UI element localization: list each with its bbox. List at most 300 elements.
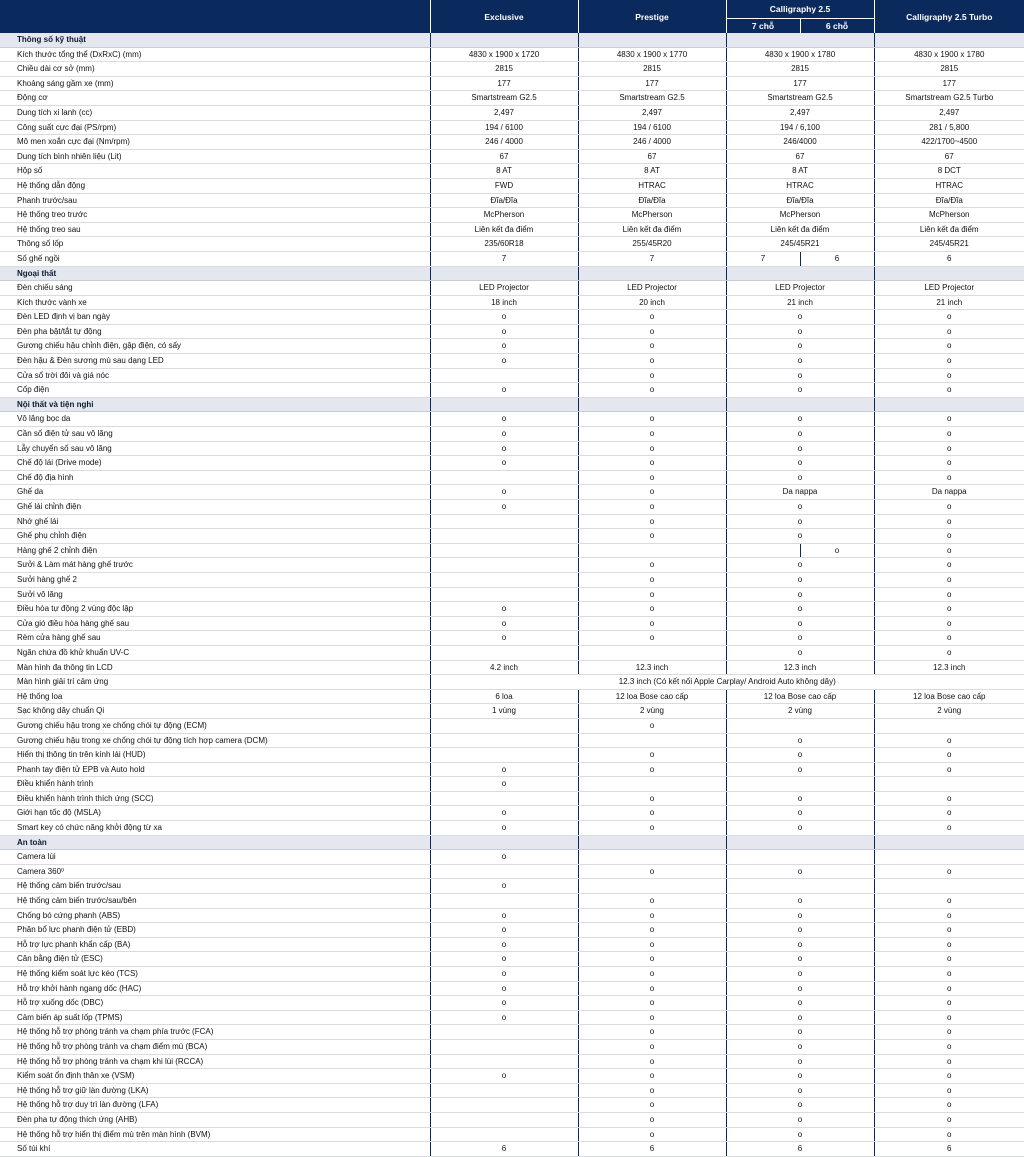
value-prestige: 2815 — [578, 62, 726, 77]
header-model-calligraphy-turbo: Calligraphy 2.5 Turbo — [874, 0, 1024, 33]
value-calligraphy-turbo: o — [874, 324, 1024, 339]
value-prestige: o — [578, 529, 726, 544]
value-calligraphy-turbo: HTRAC — [874, 178, 1024, 193]
value-calligraphy: o — [726, 514, 874, 529]
table-row — [0, 1054, 1024, 1069]
row-label: Ghế phụ chỉnh điện — [0, 529, 430, 544]
value-calligraphy-turbo: o — [874, 1025, 1024, 1040]
value-calligraphy: o — [726, 616, 874, 631]
table-row — [0, 631, 1024, 646]
value-prestige: o — [578, 1025, 726, 1040]
row-label: Rèm cửa hàng ghế sau — [0, 631, 430, 646]
value-exclusive — [430, 791, 578, 806]
row-label: Hệ thống treo trước — [0, 208, 430, 223]
value-exclusive: o — [430, 1069, 578, 1084]
row-label: Hệ thống hỗ trợ giữ làn đường (LKA) — [0, 1083, 430, 1098]
value-prestige — [578, 879, 726, 894]
value-calligraphy: 4830 x 1900 x 1780 — [726, 47, 874, 62]
value-calligraphy-turbo: o — [874, 602, 1024, 617]
value-calligraphy: o — [726, 806, 874, 821]
value-calligraphy — [726, 718, 874, 733]
value-exclusive: o — [430, 427, 578, 442]
value-exclusive: o — [430, 777, 578, 792]
table-row — [0, 996, 1024, 1011]
value-prestige: o — [578, 1112, 726, 1127]
row-label: Giới hạn tốc độ (MSLA) — [0, 806, 430, 821]
value-calligraphy-6: 6 — [800, 251, 874, 266]
value-calligraphy-turbo: o — [874, 791, 1024, 806]
value-calligraphy: Smartstream G2.5 — [726, 91, 874, 106]
row-label: Cần số điện tử sau vô lăng — [0, 427, 430, 442]
section-cell — [874, 835, 1024, 850]
table-row — [0, 1127, 1024, 1142]
table-row — [0, 441, 1024, 456]
value-prestige: 255/45R20 — [578, 237, 726, 252]
value-exclusive: Liên kết đa điểm — [430, 222, 578, 237]
value-prestige: o — [578, 923, 726, 938]
value-exclusive: o — [430, 908, 578, 923]
value-prestige: o — [578, 748, 726, 763]
value-prestige: o — [578, 368, 726, 383]
row-label: Hệ thống treo sau — [0, 222, 430, 237]
value-calligraphy-turbo: 2,497 — [874, 105, 1024, 120]
value-prestige: o — [578, 324, 726, 339]
value-calligraphy-turbo: o — [874, 923, 1024, 938]
row-label: Vô lăng bọc da — [0, 412, 430, 427]
value-exclusive: o — [430, 339, 578, 354]
table-row — [0, 660, 1024, 675]
table-row — [0, 412, 1024, 427]
row-label: Chống bó cứng phanh (ABS) — [0, 908, 430, 923]
value-calligraphy: 12 loa Bose cao cấp — [726, 689, 874, 704]
value-calligraphy-turbo: o — [874, 996, 1024, 1011]
table-row — [0, 208, 1024, 223]
row-label: Hiển thị thông tin trên kính lái (HUD) — [0, 748, 430, 763]
value-calligraphy: o — [726, 1083, 874, 1098]
section-row — [0, 397, 1024, 412]
value-calligraphy: o — [726, 821, 874, 836]
value-exclusive: o — [430, 310, 578, 325]
value-prestige: o — [578, 470, 726, 485]
row-label: Hệ thống cảm biến trước/sau — [0, 879, 430, 894]
row-label: Camera 360⁰ — [0, 864, 430, 879]
value-exclusive: 67 — [430, 149, 578, 164]
value-calligraphy-turbo: 8 DCT — [874, 164, 1024, 179]
value-calligraphy: o — [726, 324, 874, 339]
value-calligraphy-turbo: o — [874, 558, 1024, 573]
value-calligraphy: o — [726, 500, 874, 515]
value-calligraphy: 2 vùng — [726, 704, 874, 719]
value-calligraphy: 177 — [726, 76, 874, 91]
value-calligraphy-turbo: o — [874, 572, 1024, 587]
row-label: Sưởi hàng ghế 2 — [0, 572, 430, 587]
value-calligraphy-turbo: o — [874, 1098, 1024, 1113]
value-calligraphy: o — [726, 937, 874, 952]
row-label: Điều khiển hành trình — [0, 777, 430, 792]
value-exclusive: o — [430, 923, 578, 938]
row-label: Lẫy chuyển số sau vô lăng — [0, 441, 430, 456]
value-exclusive: o — [430, 821, 578, 836]
section-cell — [726, 397, 874, 412]
row-label: Hỗ trợ khởi hành ngang dốc (HAC) — [0, 981, 430, 996]
value-exclusive: 246 / 4000 — [430, 135, 578, 150]
table-row — [0, 251, 1024, 266]
value-exclusive: 177 — [430, 76, 578, 91]
table-row — [0, 908, 1024, 923]
value-exclusive — [430, 1098, 578, 1113]
table-row — [0, 777, 1024, 792]
value-prestige: o — [578, 1054, 726, 1069]
row-label: Đèn pha bật/tắt tự động — [0, 324, 430, 339]
value-calligraphy-turbo: 12.3 inch — [874, 660, 1024, 675]
table-row — [0, 62, 1024, 77]
value-calligraphy-turbo: o — [874, 441, 1024, 456]
table-row — [0, 47, 1024, 62]
value-exclusive: o — [430, 996, 578, 1011]
value-calligraphy-turbo: 281 / 5,800 — [874, 120, 1024, 135]
value-calligraphy: 2815 — [726, 62, 874, 77]
section-title: Thông số kỹ thuật — [0, 33, 430, 47]
row-label: Hỗ trợ xuống dốc (DBC) — [0, 996, 430, 1011]
section-cell — [578, 33, 726, 47]
value-prestige: 2 vùng — [578, 704, 726, 719]
table-row — [0, 937, 1024, 952]
value-prestige — [578, 850, 726, 865]
value-calligraphy-turbo: o — [874, 631, 1024, 646]
row-label: Cốp điện — [0, 383, 430, 398]
value-prestige: o — [578, 354, 726, 369]
row-label: Hệ thống hỗ trợ hiển thị điểm mù trên màn hình (BVM) — [0, 1127, 430, 1142]
row-label: Hệ thống hỗ trợ phòng tránh va chạm phía trước (FCA) — [0, 1025, 430, 1040]
table-row — [0, 295, 1024, 310]
row-label: Số ghế ngồi — [0, 251, 430, 266]
value-prestige: o — [578, 718, 726, 733]
value-calligraphy-turbo: o — [874, 514, 1024, 529]
value-exclusive — [430, 1083, 578, 1098]
table-row — [0, 864, 1024, 879]
row-label: Số túi khí — [0, 1142, 430, 1157]
value-calligraphy: o — [726, 354, 874, 369]
value-prestige: o — [578, 952, 726, 967]
value-calligraphy: o — [726, 558, 874, 573]
section-cell — [430, 266, 578, 281]
value-prestige: o — [578, 616, 726, 631]
spec-table-body — [0, 33, 1024, 1156]
value-calligraphy-turbo: o — [874, 427, 1024, 442]
value-exclusive — [430, 529, 578, 544]
table-row — [0, 704, 1024, 719]
value-prestige: o — [578, 908, 726, 923]
row-label: Ghế lái chỉnh điện — [0, 500, 430, 515]
value-calligraphy-turbo: 6 — [874, 1142, 1024, 1157]
value-exclusive — [430, 894, 578, 909]
table-row — [0, 193, 1024, 208]
value-exclusive: 6 loa — [430, 689, 578, 704]
value-calligraphy: HTRAC — [726, 178, 874, 193]
section-cell — [726, 266, 874, 281]
value-exclusive: 18 inch — [430, 295, 578, 310]
value-calligraphy-turbo: 422/1700~4500 — [874, 135, 1024, 150]
value-prestige: o — [578, 1010, 726, 1025]
value-prestige: o — [578, 310, 726, 325]
value-exclusive: 2,497 — [430, 105, 578, 120]
value-calligraphy: 6 — [726, 1142, 874, 1157]
value-calligraphy: o — [726, 733, 874, 748]
section-title: Nội thất và tiện nghi — [0, 397, 430, 412]
value-calligraphy-turbo: o — [874, 937, 1024, 952]
table-row — [0, 1142, 1024, 1157]
value-calligraphy-turbo: Liên kết đa điểm — [874, 222, 1024, 237]
section-cell — [874, 266, 1024, 281]
table-row — [0, 967, 1024, 982]
value-calligraphy-turbo: o — [874, 1083, 1024, 1098]
value-exclusive: o — [430, 937, 578, 952]
value-calligraphy-turbo: o — [874, 748, 1024, 763]
section-cell — [874, 397, 1024, 412]
value-calligraphy-turbo: 12 loa Bose cao cấp — [874, 689, 1024, 704]
value-exclusive: o — [430, 412, 578, 427]
value-calligraphy-turbo: 2815 — [874, 62, 1024, 77]
table-row — [0, 354, 1024, 369]
value-prestige: LED Projector — [578, 281, 726, 296]
value-exclusive: o — [430, 324, 578, 339]
table-row — [0, 120, 1024, 135]
value-prestige: o — [578, 996, 726, 1011]
table-row — [0, 237, 1024, 252]
value-calligraphy: o — [726, 1069, 874, 1084]
value-calligraphy-turbo: o — [874, 500, 1024, 515]
value-prestige: o — [578, 981, 726, 996]
value-prestige: o — [578, 1127, 726, 1142]
value-exclusive: o — [430, 850, 578, 865]
value-calligraphy: o — [726, 1098, 874, 1113]
value-prestige: o — [578, 427, 726, 442]
value-calligraphy: 2,497 — [726, 105, 874, 120]
table-row — [0, 572, 1024, 587]
table-row — [0, 645, 1024, 660]
value-calligraphy: o — [726, 1112, 874, 1127]
value-calligraphy-turbo: 245/45R21 — [874, 237, 1024, 252]
value-calligraphy: 246/4000 — [726, 135, 874, 150]
value-exclusive: o — [430, 1010, 578, 1025]
table-row — [0, 281, 1024, 296]
value-prestige — [578, 733, 726, 748]
value-exclusive — [430, 718, 578, 733]
value-exclusive: 6 — [430, 1142, 578, 1157]
value-exclusive: o — [430, 485, 578, 500]
row-label: Hàng ghế 2 chỉnh điện — [0, 543, 430, 558]
value-exclusive — [430, 864, 578, 879]
table-row — [0, 616, 1024, 631]
section-row — [0, 33, 1024, 47]
value-prestige: 6 — [578, 1142, 726, 1157]
row-label: Màn hình giải trí cảm ứng — [0, 675, 430, 690]
value-calligraphy: o — [726, 762, 874, 777]
value-calligraphy-turbo: Smartstream G2.5 Turbo — [874, 91, 1024, 106]
section-row — [0, 266, 1024, 281]
table-row — [0, 1098, 1024, 1113]
table-row — [0, 733, 1024, 748]
section-cell — [578, 835, 726, 850]
row-label: Thông số lốp — [0, 237, 430, 252]
value-prestige: Smartstream G2.5 — [578, 91, 726, 106]
table-row — [0, 981, 1024, 996]
section-title: An toàn — [0, 835, 430, 850]
value-prestige: o — [578, 412, 726, 427]
value-exclusive: 4.2 inch — [430, 660, 578, 675]
value-calligraphy — [726, 879, 874, 894]
value-prestige: o — [578, 1083, 726, 1098]
header-sub-7-seats: 7 chỗ — [726, 19, 800, 34]
value-exclusive: o — [430, 762, 578, 777]
value-prestige: o — [578, 821, 726, 836]
value-calligraphy-turbo — [874, 850, 1024, 865]
row-label: Phanh tay điện tử EPB và Auto hold — [0, 762, 430, 777]
value-prestige: o — [578, 937, 726, 952]
value-prestige: o — [578, 602, 726, 617]
table-row — [0, 529, 1024, 544]
value-exclusive — [430, 558, 578, 573]
section-row — [0, 835, 1024, 850]
row-label: Điều hòa tự động 2 vùng độc lập — [0, 602, 430, 617]
row-label: Kích thước vành xe — [0, 295, 430, 310]
row-label: Hệ thống kiểm soát lực kéo (TCS) — [0, 967, 430, 982]
value-exclusive: 8 AT — [430, 164, 578, 179]
value-calligraphy: o — [726, 368, 874, 383]
value-calligraphy: LED Projector — [726, 281, 874, 296]
section-cell — [578, 266, 726, 281]
table-row — [0, 806, 1024, 821]
value-exclusive: o — [430, 806, 578, 821]
table-row — [0, 923, 1024, 938]
value-exclusive: 194 / 6100 — [430, 120, 578, 135]
table-row — [0, 952, 1024, 967]
value-calligraphy-turbo: o — [874, 806, 1024, 821]
table-row — [0, 514, 1024, 529]
value-calligraphy-turbo: o — [874, 1112, 1024, 1127]
value-prestige: 8 AT — [578, 164, 726, 179]
value-prestige: 246 / 4000 — [578, 135, 726, 150]
table-row — [0, 485, 1024, 500]
table-row — [0, 1083, 1024, 1098]
value-calligraphy-7 — [726, 543, 800, 558]
value-calligraphy-turbo: Da nappa — [874, 485, 1024, 500]
value-calligraphy: o — [726, 791, 874, 806]
value-prestige: o — [578, 894, 726, 909]
row-label: Chiều dài cơ sở (mm) — [0, 62, 430, 77]
value-calligraphy: McPherson — [726, 208, 874, 223]
table-row — [0, 324, 1024, 339]
row-label: Đèn hậu & Đèn sương mù sau dạng LED — [0, 354, 430, 369]
value-exclusive: o — [430, 631, 578, 646]
table-row — [0, 543, 1024, 558]
value-exclusive — [430, 514, 578, 529]
value-exclusive — [430, 1127, 578, 1142]
value-calligraphy-turbo: o — [874, 310, 1024, 325]
row-label: Sưởi vô lăng — [0, 587, 430, 602]
row-label: Kích thước tổng thể (DxRxC) (mm) — [0, 47, 430, 62]
value-calligraphy-turbo — [874, 718, 1024, 733]
value-prestige: 4830 x 1900 x 1770 — [578, 47, 726, 62]
value-exclusive — [430, 1054, 578, 1069]
row-label: Đèn chiếu sáng — [0, 281, 430, 296]
value-exclusive: o — [430, 500, 578, 515]
value-calligraphy-turbo: o — [874, 821, 1024, 836]
value-calligraphy-turbo: o — [874, 543, 1024, 558]
table-row — [0, 894, 1024, 909]
table-row — [0, 762, 1024, 777]
row-label: Chế độ địa hình — [0, 470, 430, 485]
table-row — [0, 850, 1024, 865]
section-cell — [726, 33, 874, 47]
value-calligraphy-turbo: o — [874, 952, 1024, 967]
value-calligraphy: 194 / 6,100 — [726, 120, 874, 135]
table-row — [0, 1039, 1024, 1054]
row-label: Hệ thống cảm biến trước/sau/bên — [0, 894, 430, 909]
row-label: Đèn pha tự động thích ứng (AHB) — [0, 1112, 430, 1127]
value-calligraphy-turbo: o — [874, 1127, 1024, 1142]
value-calligraphy: o — [726, 894, 874, 909]
value-calligraphy-turbo: o — [874, 1054, 1024, 1069]
value-exclusive: 4830 x 1900 x 1720 — [430, 47, 578, 62]
row-label: Hỗ trợ lực phanh khẩn cấp (BA) — [0, 937, 430, 952]
value-prestige: o — [578, 864, 726, 879]
value-calligraphy-turbo: 2 vùng — [874, 704, 1024, 719]
value-calligraphy-turbo: Đĩa/Đĩa — [874, 193, 1024, 208]
value-prestige: 67 — [578, 149, 726, 164]
section-cell — [874, 33, 1024, 47]
table-row — [0, 368, 1024, 383]
value-prestige: o — [578, 572, 726, 587]
table-row — [0, 383, 1024, 398]
section-cell — [430, 397, 578, 412]
value-calligraphy: 67 — [726, 149, 874, 164]
value-prestige: o — [578, 791, 726, 806]
value-calligraphy: o — [726, 456, 874, 471]
value-exclusive: o — [430, 602, 578, 617]
row-label: Cân bằng điện tử (ESC) — [0, 952, 430, 967]
value-prestige: o — [578, 1098, 726, 1113]
table-row — [0, 456, 1024, 471]
value-calligraphy: o — [726, 441, 874, 456]
row-value-span: 12.3 inch (Có kết nối Apple Carplay/ Android Auto không dây) — [430, 675, 1024, 690]
value-exclusive: 7 — [430, 251, 578, 266]
value-exclusive — [430, 1039, 578, 1054]
table-row — [0, 1069, 1024, 1084]
row-label: Hộp số — [0, 164, 430, 179]
value-calligraphy-turbo: o — [874, 967, 1024, 982]
value-calligraphy: o — [726, 339, 874, 354]
value-prestige: o — [578, 1039, 726, 1054]
value-calligraphy: o — [726, 981, 874, 996]
table-row — [0, 500, 1024, 515]
value-prestige: Liên kết đa điểm — [578, 222, 726, 237]
value-calligraphy-turbo: o — [874, 383, 1024, 398]
value-exclusive: o — [430, 456, 578, 471]
table-row — [0, 339, 1024, 354]
table-row — [0, 821, 1024, 836]
row-label: Cửa sổ trời đôi và giá nóc — [0, 368, 430, 383]
value-calligraphy: o — [726, 602, 874, 617]
value-calligraphy: o — [726, 908, 874, 923]
row-label: Màn hình đa thông tin LCD — [0, 660, 430, 675]
header-model-prestige: Prestige — [578, 0, 726, 33]
value-exclusive — [430, 368, 578, 383]
row-label: Gương chiếu hậu trong xe chống chói tự động tích hợp camera (DCM) — [0, 733, 430, 748]
value-calligraphy: o — [726, 631, 874, 646]
header-blank-cell — [0, 0, 430, 33]
value-prestige: o — [578, 339, 726, 354]
